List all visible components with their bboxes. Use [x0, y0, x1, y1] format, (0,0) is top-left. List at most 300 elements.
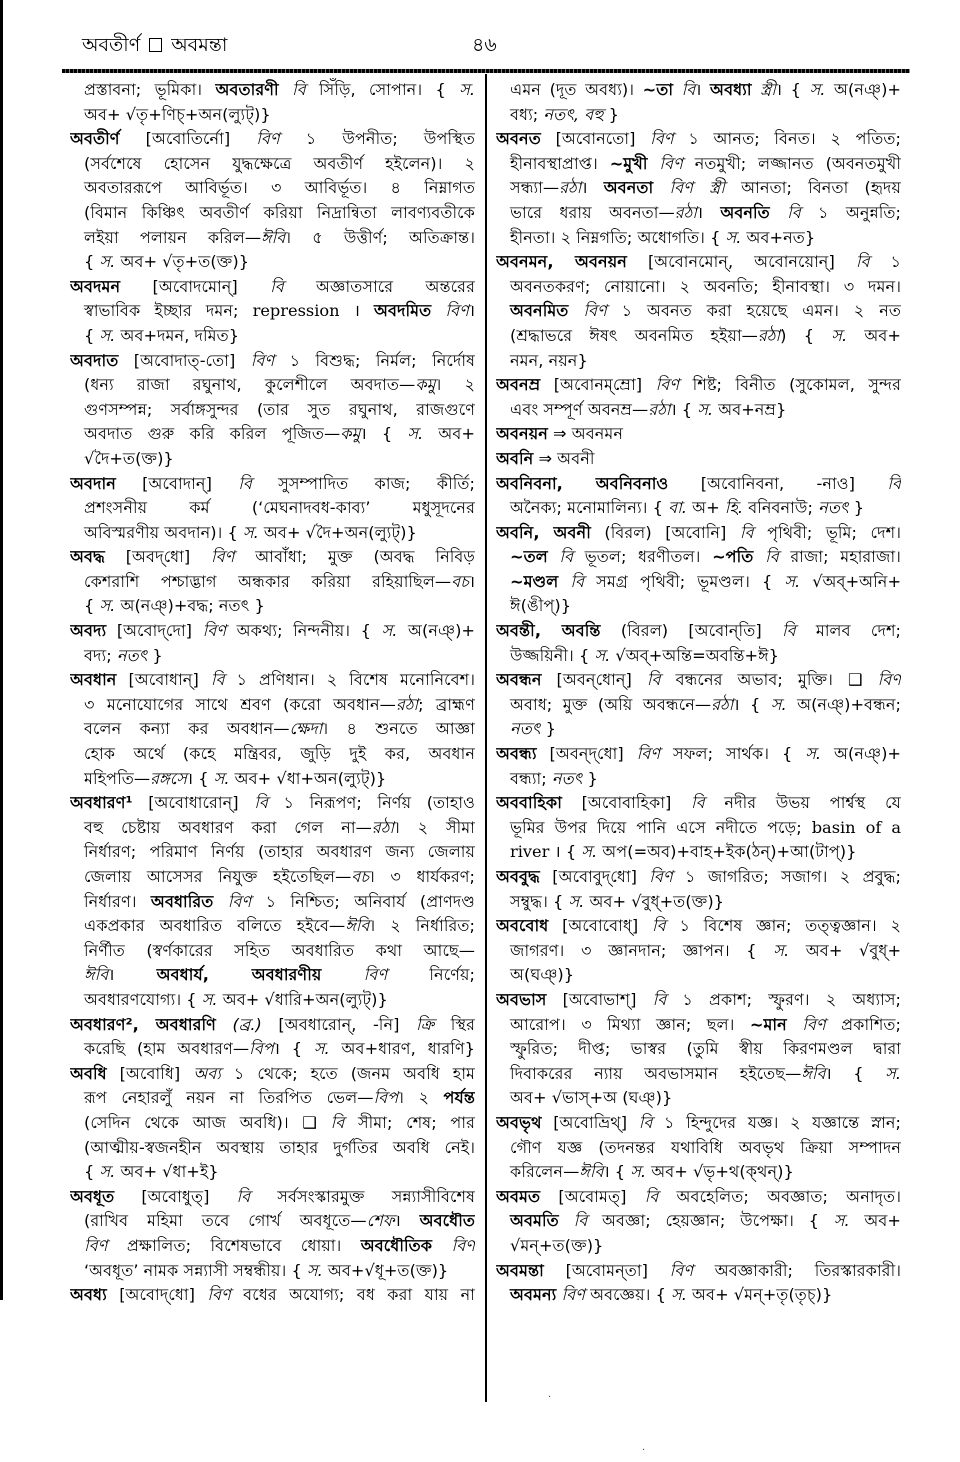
- grammar-label: স.: [885, 1063, 901, 1083]
- entry-text: ১ প্রকাশ; স্ফুরণ। ২ অধ্যাস;: [666, 989, 901, 1009]
- entry-line: [70, 226, 475, 251]
- entry-line: [70, 644, 475, 669]
- entry-line: [70, 1037, 475, 1062]
- entry-text: √অব্+অন্তি=অবন্তি+ঈ}: [610, 645, 779, 665]
- entry-text: (বিরল) [অবোনি]: [590, 522, 740, 542]
- entry-text: অ(ঘঞ্)}: [510, 965, 575, 985]
- entry-start-line: [496, 422, 901, 447]
- entry-text: নদীর উভয় পার্শ্বস্থ যে: [704, 793, 901, 813]
- entry-text: (বিরল) [অবোন্‌তি]: [600, 621, 782, 641]
- entry-text: ১ জাগরিত; সজাগ। ২ প্রবুদ্ধ;: [672, 867, 901, 886]
- entry-start-line: [70, 275, 475, 300]
- entry-text: অব+ √তৃ+ণিচ্+অন(ল্যুট্)}: [84, 104, 271, 124]
- entry-line: [70, 742, 475, 767]
- entry-text: [অবোদ্‌ধো]: [106, 1285, 208, 1305]
- headword: অবধূত: [70, 1186, 115, 1206]
- entry-text: পৃথিবী; ভূমি; দেশ।: [753, 522, 901, 542]
- entry-text: }: [540, 719, 556, 739]
- entry-start-line: [496, 619, 901, 644]
- entry-text: বন্ধ্যা;: [510, 768, 552, 788]
- entry-line: [496, 767, 901, 792]
- grammar-label: স.: [201, 989, 218, 1009]
- entry-start-line: [496, 668, 901, 693]
- header-rule: [62, 69, 910, 73]
- grammar-label: বিণ: [655, 375, 680, 395]
- entry-text: অব+নম্র}: [713, 399, 787, 419]
- entry-text: ১ থেকে; হতে (জনম অবধি হাম: [220, 1063, 475, 1083]
- grammar-label: রঙ্গসে: [150, 768, 187, 788]
- grammar-label: নতৎ: [510, 719, 541, 739]
- entry-text: অবিস্মরণীয় অবদান)। {: [84, 522, 243, 542]
- entry-text: [অবোনিবনা, -নাও]: [668, 473, 888, 493]
- grammar-label: রঠা: [395, 694, 419, 714]
- grammar-label: বি: [638, 1112, 653, 1132]
- grammar-label: নতৎ: [551, 768, 583, 788]
- guide-word-last: অবমন্তা: [171, 34, 228, 56]
- entry-start-line: [496, 914, 901, 939]
- grammar-label: বিণ: [650, 129, 674, 149]
- entry-line: [496, 1013, 901, 1038]
- grammar-label: বিণ: [669, 1260, 694, 1280]
- grammar-label: স.: [784, 571, 801, 591]
- entry-text: ; ব্রাহ্মণ: [418, 694, 475, 714]
- entry-text: । {: [549, 842, 582, 862]
- entry-text: ।: [468, 301, 475, 321]
- entry-line: [70, 570, 475, 595]
- grammar-label: বিণ: [786, 1014, 826, 1034]
- entry-text: [অবোধি]: [106, 1063, 194, 1083]
- headword: অবনম্র: [496, 375, 541, 395]
- entry-text: সুসম্পাদিত কাজ; কীর্তি;: [251, 473, 475, 493]
- english-gloss: repression: [252, 301, 340, 321]
- entry-line: [496, 594, 901, 619]
- headword: অবভাস: [496, 989, 547, 1009]
- entry-text: বহু চেষ্টায় অবধারণ করা গেল না—: [84, 817, 372, 837]
- grammar-label: বি: [278, 80, 320, 99]
- entry-text: প্রক্ষালিত; বিশেষভাবে ধোয়া।: [107, 1235, 361, 1255]
- headword: অববাহিকা: [496, 793, 562, 813]
- entry-text: [অবোনম্‌ম্রো]: [540, 375, 656, 395]
- entry-text: জাগরণ। ৩ জ্ঞানদান; জ্ঞাপন। {: [510, 940, 774, 960]
- entry-text: নমন, নয়ন}: [510, 350, 588, 370]
- headword: অবধারিত: [150, 891, 214, 911]
- entry-text: ৩ মনোযোগের সাথে শ্রবণ (করো অবধান—: [84, 694, 396, 714]
- entry-text: অব+ √ভাস্+অ (ঘঞ্)}: [510, 1088, 673, 1108]
- entry-text: স্ফুরিত; দীপ্ত; ভাস্বর (তুমি স্বীয় কিরণমণ্ডল দ্বারা: [510, 1039, 901, 1059]
- grammar-label: বিণ: [256, 129, 280, 149]
- entry-start-line: [496, 1259, 901, 1284]
- entry-line: [496, 78, 901, 103]
- entry-text: করিলেন—: [510, 1162, 580, 1182]
- entry-text: [অবন্‌ধোন্]: [541, 670, 647, 690]
- entry-text: (শ্রদ্ধাভরে ঈষৎ অবনমিত হইয়া—: [510, 325, 758, 345]
- entry-text: গৌণ যজ্ঞ (তদনন্তর যথাবিধি অবভৃথ ক্রিয়া সম্পাদন: [510, 1137, 901, 1157]
- entry-text: অব+ √তৃ+ত(ক্ত)}: [115, 252, 250, 272]
- entry-text: অব+√ধূ+ত(ক্ত)}: [322, 1260, 449, 1280]
- entry-text: অবদাত গুরু করি করিল পূজিত—: [84, 424, 341, 444]
- entry-start-line: [496, 865, 901, 890]
- entry-line: [70, 422, 475, 447]
- entry-text: অবজ্ঞা; হেয়জ্ঞান; উপেক্ষা। {: [587, 1211, 834, 1231]
- entry-text: সম্বুদ্ধ। {: [510, 891, 569, 911]
- entry-text: ১ নিশ্চিত; অনিবার্য (প্রাণদণ্ড: [251, 891, 475, 911]
- entry-line: [70, 594, 475, 619]
- grammar-label: কমু: [340, 424, 361, 444]
- entry-text: বধের অযোগ্য; বধ করা যায় না: [230, 1285, 475, 1305]
- grammar-label: স.: [809, 80, 826, 99]
- entry-line: [70, 324, 475, 349]
- entry-line: [496, 1037, 901, 1062]
- grammar-label: বি: [652, 989, 667, 1009]
- page-header: [82, 30, 902, 64]
- entry-text: ⇒ অবনী: [533, 448, 595, 468]
- entry-text: । ৩ ধার্যকরণ;: [369, 867, 475, 886]
- grammar-label: বি: [673, 80, 696, 99]
- entry-text: (বিমান কিঞ্চিৎ অবতীর্ণ করিয়া নিদ্রান্বিতা লাবণ্যবতীকে: [84, 202, 475, 222]
- entry-text: । ২: [398, 1088, 444, 1108]
- entry-start-line: [496, 742, 901, 767]
- headword: অবধ্য: [70, 1285, 107, 1305]
- headword: অবনতি: [720, 202, 770, 222]
- entry-text: মহিপতি—: [84, 768, 151, 788]
- entry-text: অব+ √ধা+ই}: [115, 1162, 219, 1182]
- grammar-label: স.: [805, 744, 822, 764]
- grammar-label: স.: [242, 522, 259, 542]
- headword: অবধারণ¹: [70, 793, 133, 813]
- entry-text: }: [603, 104, 619, 124]
- entry-line: [70, 840, 475, 865]
- headword: অবনমন, অবনয়ন: [496, 252, 627, 272]
- entry-line: [496, 570, 901, 595]
- entry-text: [অবোনমোন্, অবোনয়োন্]: [626, 252, 856, 272]
- entry-line: [70, 988, 475, 1013]
- entry-text: একপ্রকার অবধারিত বলিতে হইবে—: [84, 916, 346, 936]
- entry-text: উজ্জয়িনী। {: [510, 645, 595, 665]
- entry-text: }: [582, 768, 598, 788]
- entry-text: অপ(=অব)+বাহ+ইক(ঠন্)+আ(টাপ্)}: [597, 842, 857, 862]
- entry-text: ১ বিশেষ জ্ঞান; তত্ত্বজ্ঞান। ২: [665, 916, 901, 936]
- headword: অবনিবনা, অবনিবনাও: [496, 473, 669, 493]
- entry-line: [496, 275, 901, 300]
- entry-line: [70, 250, 475, 275]
- entry-text: অকথ্য; নিন্দনীয়। {: [226, 621, 382, 641]
- grammar-label: বিপ: [249, 1039, 274, 1059]
- entry-line: [70, 176, 475, 201]
- headword: অবধার্য, অবধারণীয়: [156, 965, 322, 985]
- grammar-label: বিণ: [568, 301, 607, 321]
- entry-text: ।: [696, 202, 721, 222]
- column-divider: [485, 74, 487, 1402]
- grammar-label: বি: [739, 522, 754, 542]
- entry-line: [496, 1209, 901, 1234]
- entry-text: [অবোদমোন্]: [120, 276, 271, 296]
- entry-text: বলেন কন্যা কর অবধান—: [84, 719, 290, 739]
- grammar-label: বি: [547, 547, 574, 567]
- grammar-label: স.: [581, 842, 598, 862]
- entry-line: [70, 939, 475, 964]
- entry-text: আনতা; বিনতা (হৃদয়: [724, 178, 901, 198]
- grammar-label: স.: [568, 891, 585, 911]
- separator-box-icon: [149, 38, 162, 52]
- entry-text: । {: [360, 424, 408, 444]
- entry-text: [অবোভাশ্]: [546, 989, 653, 1009]
- grammar-label: স.: [313, 1039, 330, 1059]
- entry-text: নির্ণীত (স্বর্ণকারের সহিত অবধারিত কথা আছে—: [84, 940, 475, 960]
- grammar-label: বিণ: [636, 744, 661, 764]
- entry-line: [70, 865, 475, 890]
- headword: অবদ্য: [70, 621, 107, 641]
- entry-line: [70, 963, 475, 988]
- entry-text: সর্বসংস্কারমুক্ত সন্ন্যাসীবিশেষ: [250, 1186, 475, 1206]
- grammar-label: স.: [594, 645, 611, 665]
- grammar-label: বি: [558, 571, 585, 591]
- grammar-label: বি: [887, 473, 901, 493]
- grammar-label: নতৎ: [116, 645, 148, 665]
- entry-line: [496, 963, 901, 988]
- entry-line: [496, 1086, 901, 1111]
- headword: ~মুখী: [609, 153, 648, 173]
- grammar-label: নতৎ: [818, 498, 849, 518]
- entry-line: [496, 840, 901, 865]
- entry-line: [496, 152, 901, 177]
- grammar-label: বিণ: [432, 1235, 475, 1255]
- headword: পর্যন্ত: [443, 1088, 475, 1108]
- entry-text: অবাধ; মুক্ত (অয়ি অবন্ধনে—: [510, 694, 712, 714]
- entry-line: [496, 496, 901, 521]
- entry-text: [অবোতির্নো]: [119, 129, 257, 149]
- headword: অবদাত: [70, 350, 119, 370]
- entry-start-line: [496, 1185, 901, 1210]
- entry-start-line: [496, 127, 901, 152]
- entry-text: [অবোদাত্-তো]: [118, 350, 251, 370]
- entry-text: ভারে ধরায় অবনতা—: [510, 202, 675, 222]
- entry-text: অব+ধারণ, ধারণি}: [329, 1039, 475, 1059]
- grammar-label: স.: [773, 940, 790, 960]
- entry-line: [496, 398, 901, 423]
- entry-text: সীমা; শেষ; পার: [344, 1112, 475, 1132]
- grammar-label: রঠা: [648, 399, 671, 419]
- scan-speck: ·: [548, 1392, 552, 1403]
- entry-text: নতমুখী; লজ্জানত (অবনতমুখী: [682, 153, 901, 173]
- entry-line: [70, 914, 475, 939]
- entry-line: [70, 103, 475, 128]
- headword: অবদমিত: [373, 301, 432, 321]
- entry-line: [496, 693, 901, 718]
- grammar-label: বচ: [451, 571, 469, 591]
- entry-text: বধ্য;: [510, 104, 544, 124]
- entry-line: [496, 299, 901, 324]
- entry-text: ১ নিরূপণ; নির্ণয় (তাহাও: [267, 793, 475, 813]
- grammar-label: বিণ: [84, 1235, 108, 1255]
- grammar-label: স.: [99, 325, 116, 345]
- entry-text: ১ বিশুদ্ধ; নির্মল; নির্দোষ: [274, 350, 475, 370]
- entry-text: অবজ্ঞাকারী; তিরস্কারকারী।: [693, 1260, 901, 1280]
- entry-text: {: [84, 252, 100, 272]
- entry-text: স্বাভাবিক ইচ্ছার দমন;: [84, 301, 253, 321]
- entry-text: অনৈক্য; মনোমালিন্য। {: [510, 498, 669, 518]
- entry-text: ভূমির উপর দিয়ে পানি এসে নদীতে পড়ে;: [510, 817, 812, 837]
- grammar-label: বি: [644, 1186, 659, 1206]
- headword: অবনয়ন: [496, 424, 548, 444]
- entry-text: অব+নত}: [741, 227, 816, 247]
- headword: অবনত: [496, 129, 541, 149]
- entry-line: [70, 1136, 475, 1161]
- headword: অবতারণী: [215, 80, 279, 99]
- grammar-label: ক্ষেদা: [289, 719, 323, 739]
- entry-text: । {: [186, 768, 214, 788]
- entry-text: [অবোদ্‌দো]: [106, 621, 203, 641]
- grammar-label: স.: [630, 1162, 647, 1182]
- entry-text: । {: [603, 1162, 631, 1182]
- entry-text: এবং সম্পূর্ণ অবনম্র—: [510, 399, 649, 419]
- grammar-label: অব্য: [193, 1063, 221, 1083]
- grammar-label: ক্রি: [416, 1014, 435, 1034]
- grammar-label: বিণ স্ত্রী: [653, 178, 725, 198]
- grammar-label: স.: [381, 621, 398, 641]
- entry-text: দিবাকরের ন্যায় অবভাসমান হইতেছ—: [510, 1063, 802, 1083]
- entry-text: ১ প্রণিধান। ২ বিশেষ মনোনিবেশ।: [224, 670, 475, 690]
- entry-line: [70, 1086, 475, 1111]
- entry-text: [অবোনতো]: [540, 129, 651, 149]
- entry-line: [70, 447, 475, 472]
- entry-text: ১ উপনীত; উপস্থিত: [279, 129, 475, 149]
- headword: অবভৃথ: [496, 1112, 542, 1132]
- headword: অববুদ্ধ: [496, 867, 540, 886]
- entry-start-line: [70, 472, 475, 497]
- entry-text: । ৪ শুনতে আজ্ঞা: [322, 719, 475, 739]
- entry-text: অবহেলিত; অবজ্ঞাত; অনাদৃত।: [658, 1186, 901, 1206]
- grammar-label: বি: [236, 1186, 251, 1206]
- entry-line: [70, 890, 475, 915]
- entry-text: [অবন্‌দ্‌ধো]: [536, 744, 637, 764]
- grammar-label: বিপ: [373, 1088, 399, 1108]
- entry-text: । {: [670, 399, 698, 419]
- grammar-label: বি: [646, 670, 661, 690]
- entry-text: । ২ নির্ধারিত;: [369, 916, 475, 936]
- headword: অবধান: [70, 670, 117, 690]
- entry-line: [70, 767, 475, 792]
- entry-text: অব+ √ধারি+অন(ল্যুট্)}: [217, 989, 388, 1009]
- entry-line: [70, 1111, 475, 1136]
- entry-text: জেলায় আসেসর নিযুক্ত হইতেছিল—: [84, 867, 352, 886]
- entry-text: অজ্ঞাতসারে অন্তরের: [283, 276, 475, 296]
- english-gloss: river: [510, 842, 550, 862]
- entry-start-line: [70, 545, 475, 570]
- grammar-label: বি: [330, 1112, 345, 1132]
- page-number: ৪৬: [472, 34, 497, 56]
- entry-text: [অবোধান্]: [116, 670, 211, 690]
- entry-text: অব+: [849, 1211, 901, 1231]
- headword: ~পতি: [712, 547, 754, 567]
- entry-line: [70, 1209, 475, 1234]
- grammar-label: রঠা: [371, 817, 395, 837]
- entry-start-line: [70, 791, 475, 816]
- grammar-label: রঠা: [559, 178, 582, 198]
- scan-speck: ·: [642, 1445, 646, 1456]
- entry-start-line: [496, 988, 901, 1013]
- entry-text: বনিবনাউ;: [743, 498, 819, 518]
- entry-text: (সর্বশেষে হোসেন যুদ্ধক্ষেত্রে অবতীর্ণ হইলেন)। ২: [84, 153, 475, 173]
- entry-text: {: [84, 596, 100, 616]
- entry-text: (রাখিব মহিমা তবে গোর্খ অবধূতে—: [84, 1211, 367, 1231]
- entry-text: ।: [108, 965, 157, 985]
- entry-start-line: [70, 668, 475, 693]
- entry-text: ।: [695, 80, 711, 99]
- headword: অবদমন: [70, 276, 121, 296]
- entry-start-line: [70, 349, 475, 374]
- entry-text: [অবোধুত্]: [114, 1186, 237, 1206]
- grammar-label: নতৎ, বহু: [543, 104, 604, 124]
- entry-text: । ২: [435, 375, 475, 395]
- entry-line: [70, 373, 475, 398]
- entry-text: অ(নঞ্)+: [821, 744, 901, 764]
- entry-text: নির্ধারণ; পরিমাণ নির্ণয় (তাহার অবধারণ জন্য জেলায়: [84, 842, 475, 862]
- grammar-label: স.: [459, 80, 475, 99]
- entry-text: ।: [394, 1211, 420, 1231]
- entry-line: [496, 644, 901, 669]
- entry-text: ।: [468, 571, 475, 591]
- headword: অবনি: [496, 448, 534, 468]
- entry-text: [অবোদান্]: [115, 473, 239, 493]
- entry-text: । {: [733, 694, 771, 714]
- entry-text: ⇒ অবনমন: [547, 424, 624, 444]
- entry-text: । ৫ উত্তীর্ণ; অতিক্রান্ত।: [285, 227, 475, 247]
- grammar-label: বি: [558, 1211, 588, 1231]
- headword: অবধারণ², অবধারণি: [70, 1014, 216, 1034]
- entry-text: শিষ্ট; বিনীত (সুকোমল, সুন্দর: [679, 375, 901, 395]
- entry-text: √অব্+অনি+: [800, 571, 901, 591]
- entry-text: [অবদ্‌ধো]: [104, 547, 212, 567]
- grammar-label: স.: [697, 399, 714, 419]
- entry-text: অব+ √দৈ+অন(ল্যুট্)}: [258, 522, 417, 542]
- entry-text: অ(নঞ্)+বদ্ধ; নতৎ }: [115, 596, 265, 616]
- entry-text: [অবোধারোন্]: [132, 793, 255, 813]
- entry-text: [অবোমন্‌তা]: [543, 1260, 670, 1280]
- grammar-label: স.: [99, 596, 116, 616]
- headword: অবধি: [70, 1063, 107, 1083]
- entry-text: অ(নঞ্)+: [397, 621, 475, 641]
- headword: অবমত: [496, 1186, 541, 1206]
- grammar-label: স্ত্রী: [751, 80, 776, 99]
- grammar-label: স.: [671, 1285, 687, 1305]
- entry-text: ১ অবনত করা হয়েছে এমন। ২ নত: [606, 301, 901, 321]
- entry-start-line: [70, 1185, 475, 1210]
- entry-start-line: [496, 521, 901, 546]
- grammar-label: ঈবি: [345, 916, 370, 936]
- entry-text: অ(নঞ্)+: [825, 80, 901, 99]
- entry-text: [অবধারোন্, -নি]: [261, 1014, 416, 1034]
- grammar-label: শেফ: [366, 1211, 395, 1231]
- entry-text: গুণসম্পন্ন; সর্বাঙ্গসুন্দর (তার সুত রঘুনাথ, রাজগুণে: [84, 399, 475, 419]
- grammar-label: বিণ: [556, 1285, 585, 1305]
- headword: অবনতা: [603, 178, 654, 198]
- entry-text: অবনতকরণ; নোয়ানো। ২ অবনতি; হীনাবস্থা। ৩ দমন।: [510, 276, 901, 296]
- entry-text: । {: [775, 80, 810, 99]
- grammar-label: বিণ: [431, 301, 469, 321]
- headword: ~তল: [510, 547, 548, 567]
- entry-text: নির্ণেয়;: [387, 965, 475, 985]
- headword: অবতীর্ণ: [70, 129, 120, 149]
- grammar-label: ঈবি: [84, 965, 109, 985]
- entry-text: সমগ্র পৃথিবী; ভূমণ্ডল। {: [584, 571, 785, 591]
- headword: অবমতি: [510, 1211, 559, 1231]
- grammar-label: বিণ: [647, 153, 683, 173]
- grammar-label: স.: [306, 1260, 323, 1280]
- entry-text: অব+ √ভৃ+থ(ক্থন্)}: [646, 1162, 794, 1182]
- headword: ~মান: [749, 1014, 787, 1034]
- entry-line: [496, 939, 901, 964]
- entry-line: [496, 545, 901, 570]
